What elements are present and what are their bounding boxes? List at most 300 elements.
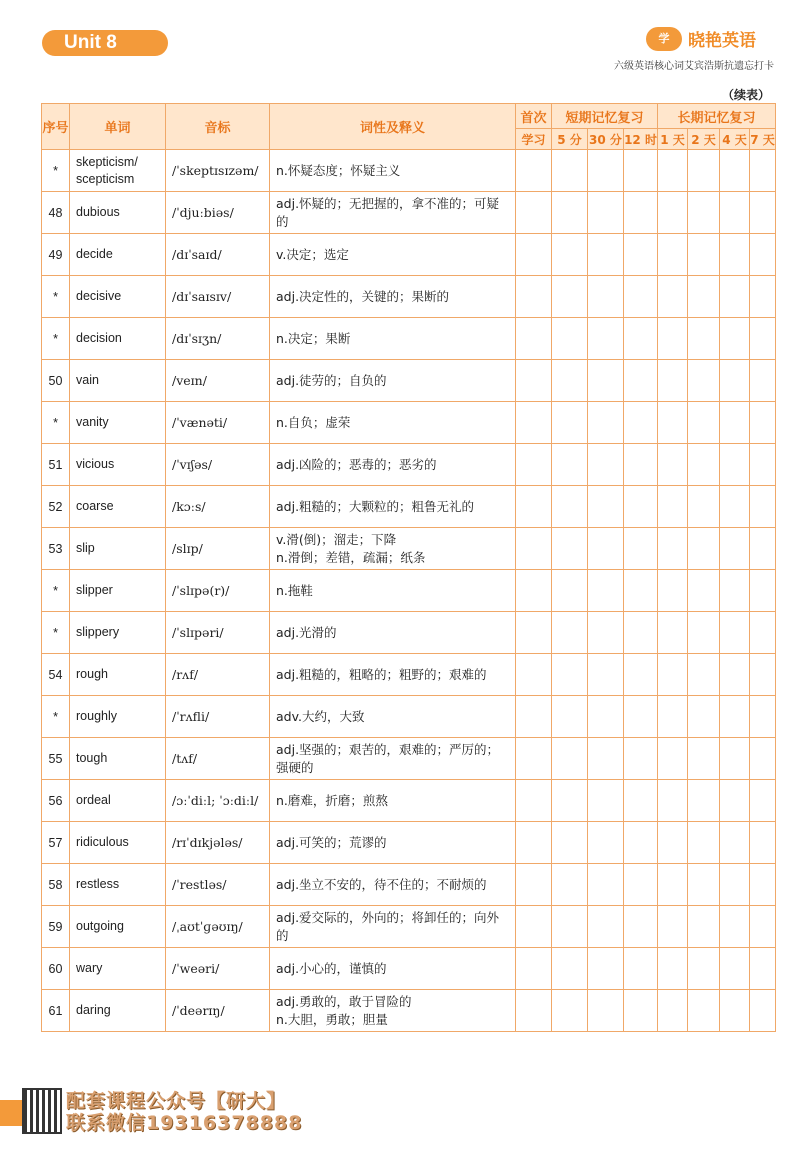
review-checkbox-cell[interactable] (624, 738, 658, 780)
review-checkbox-cell[interactable] (516, 948, 552, 990)
review-checkbox-cell[interactable] (552, 990, 588, 1032)
review-checkbox-cell[interactable] (750, 444, 776, 486)
review-checkbox-cell[interactable] (552, 486, 588, 528)
promo-text (66, 1090, 302, 1134)
review-checkbox-cell[interactable] (688, 192, 720, 234)
review-checkbox-cell[interactable] (658, 444, 688, 486)
review-checkbox-cell[interactable] (516, 990, 552, 1032)
review-checkbox-cell[interactable] (588, 150, 624, 192)
definition-line: adj.凶险的；恶毒的；恶劣的 (276, 456, 437, 472)
review-checkbox-cell[interactable] (720, 192, 750, 234)
review-checkbox-cell[interactable] (720, 990, 750, 1032)
row-word: vain (70, 360, 166, 402)
review-checkbox-cell[interactable] (688, 654, 720, 696)
review-checkbox-cell[interactable] (750, 738, 776, 780)
brand (646, 26, 756, 51)
row-ipa: /rʌf/ (166, 654, 270, 696)
table-row (42, 906, 776, 948)
table-row (42, 486, 776, 528)
review-checkbox-cell[interactable] (552, 318, 588, 360)
review-checkbox-cell[interactable] (750, 276, 776, 318)
review-checkbox-cell[interactable] (516, 486, 552, 528)
review-checkbox-cell[interactable] (552, 948, 588, 990)
review-checkbox-cell[interactable] (516, 444, 552, 486)
definition-line: adv.大约，大致 (276, 708, 365, 724)
review-checkbox-cell[interactable] (588, 822, 624, 864)
review-checkbox-cell[interactable] (688, 528, 720, 570)
row-number: 61 (42, 990, 70, 1032)
row-definition (270, 360, 516, 402)
row-number: 53 (42, 528, 70, 570)
review-checkbox-cell[interactable] (624, 360, 658, 402)
definition-line: adj.粗糙的，粗略的；粗野的；艰难的 (276, 666, 487, 682)
review-checkbox-cell[interactable] (720, 654, 750, 696)
review-checkbox-cell[interactable] (588, 570, 624, 612)
review-checkbox-cell[interactable] (588, 612, 624, 654)
review-checkbox-cell[interactable] (658, 528, 688, 570)
row-number: * (42, 276, 70, 318)
row-definition (270, 528, 516, 570)
review-checkbox-cell[interactable] (658, 906, 688, 948)
row-number: * (42, 402, 70, 444)
review-checkbox-cell[interactable] (552, 528, 588, 570)
row-ipa: /ˈdjuːbiəs/ (166, 192, 270, 234)
review-checkbox-cell[interactable] (750, 570, 776, 612)
review-checkbox-cell[interactable] (624, 948, 658, 990)
row-word: decision (70, 318, 166, 360)
header-word: 单词 (70, 104, 166, 150)
review-checkbox-cell[interactable] (658, 780, 688, 822)
table-row (42, 654, 776, 696)
row-definition (270, 738, 516, 780)
row-ipa: /ˈvænəti/ (166, 402, 270, 444)
review-checkbox-cell[interactable] (588, 276, 624, 318)
review-checkbox-cell[interactable] (516, 234, 552, 276)
review-checkbox-cell[interactable] (516, 612, 552, 654)
review-checkbox-cell[interactable] (624, 990, 658, 1032)
definition-line: adj.怀疑的；无把握的，拿不准的；可疑的 (276, 195, 500, 229)
review-checkbox-cell[interactable] (588, 780, 624, 822)
row-number: 52 (42, 486, 70, 528)
definition-line: adj.光滑的 (276, 624, 337, 640)
review-checkbox-cell[interactable] (658, 402, 688, 444)
header-7d: 7 天 (750, 129, 776, 150)
definition-line: n.磨难，折磨；煎熬 (276, 792, 388, 808)
table-row (42, 780, 776, 822)
row-number: 58 (42, 864, 70, 906)
review-checkbox-cell[interactable] (688, 234, 720, 276)
review-checkbox-cell[interactable] (658, 990, 688, 1032)
review-checkbox-cell[interactable] (658, 612, 688, 654)
review-checkbox-cell[interactable] (552, 192, 588, 234)
row-definition (270, 906, 516, 948)
review-checkbox-cell[interactable] (750, 780, 776, 822)
review-checkbox-cell[interactable] (516, 906, 552, 948)
review-checkbox-cell[interactable] (516, 654, 552, 696)
table-row (42, 822, 776, 864)
header-first-sub: 学习 (516, 129, 552, 150)
row-word: decide (70, 234, 166, 276)
table-row (42, 696, 776, 738)
review-checkbox-cell[interactable] (688, 612, 720, 654)
header-2d: 2 天 (688, 129, 720, 150)
review-checkbox-cell[interactable] (658, 696, 688, 738)
review-checkbox-cell[interactable] (552, 444, 588, 486)
review-checkbox-cell[interactable] (658, 150, 688, 192)
row-ipa: /ˈrʌfli/ (166, 696, 270, 738)
review-checkbox-cell[interactable] (552, 654, 588, 696)
continued-label: （续表） (721, 88, 770, 102)
review-checkbox-cell[interactable] (552, 570, 588, 612)
review-checkbox-cell[interactable] (624, 150, 658, 192)
review-checkbox-cell[interactable] (624, 780, 658, 822)
row-definition (270, 822, 516, 864)
review-checkbox-cell[interactable] (516, 864, 552, 906)
review-checkbox-cell[interactable] (750, 528, 776, 570)
review-checkbox-cell[interactable] (688, 444, 720, 486)
review-checkbox-cell[interactable] (720, 696, 750, 738)
definition-line: n.决定；果断 (276, 330, 351, 346)
definition-line: n.怀疑态度；怀疑主义 (276, 162, 401, 178)
row-number: 60 (42, 948, 70, 990)
row-number: * (42, 696, 70, 738)
row-definition (270, 192, 516, 234)
table-row (42, 444, 776, 486)
review-checkbox-cell[interactable] (688, 150, 720, 192)
review-checkbox-cell[interactable] (750, 654, 776, 696)
review-checkbox-cell[interactable] (688, 738, 720, 780)
row-definition (270, 780, 516, 822)
table-row (42, 948, 776, 990)
row-word: vicious (70, 444, 166, 486)
review-checkbox-cell[interactable] (658, 864, 688, 906)
header-first: 首次 (516, 104, 552, 129)
review-checkbox-cell[interactable] (552, 864, 588, 906)
row-number: * (42, 150, 70, 192)
review-checkbox-cell[interactable] (658, 318, 688, 360)
review-checkbox-cell[interactable] (552, 150, 588, 192)
definition-line: n.拖鞋 (276, 582, 313, 598)
definition-line: adj.坐立不安的，待不住的；不耐烦的 (276, 876, 487, 892)
review-checkbox-cell[interactable] (688, 402, 720, 444)
review-checkbox-cell[interactable] (658, 360, 688, 402)
table-row (42, 570, 776, 612)
review-checkbox-cell[interactable] (750, 234, 776, 276)
review-checkbox-cell[interactable] (658, 738, 688, 780)
header-short-term: 短期记忆复习 (552, 104, 658, 129)
review-checkbox-cell[interactable] (720, 570, 750, 612)
review-checkbox-cell[interactable] (552, 360, 588, 402)
row-word: tough (70, 738, 166, 780)
footer-accent-bar (0, 1100, 22, 1126)
table-row (42, 192, 776, 234)
row-word: restless (70, 864, 166, 906)
review-checkbox-cell[interactable] (720, 234, 750, 276)
review-checkbox-cell[interactable] (624, 192, 658, 234)
review-checkbox-cell[interactable] (624, 570, 658, 612)
review-checkbox-cell[interactable] (624, 696, 658, 738)
definition-line: adj.爱交际的，外向的；将卸任的；向外的 (276, 909, 500, 943)
review-checkbox-cell[interactable] (720, 822, 750, 864)
review-checkbox-cell[interactable] (588, 696, 624, 738)
review-checkbox-cell[interactable] (720, 780, 750, 822)
review-checkbox-cell[interactable] (750, 612, 776, 654)
row-word: daring (70, 990, 166, 1032)
review-checkbox-cell[interactable] (516, 738, 552, 780)
review-checkbox-cell[interactable] (552, 738, 588, 780)
review-checkbox-cell[interactable] (750, 696, 776, 738)
review-checkbox-cell[interactable] (720, 906, 750, 948)
review-checkbox-cell[interactable] (720, 528, 750, 570)
definition-line: n.大胆，勇敢；胆量 (276, 1011, 388, 1027)
review-checkbox-cell[interactable] (516, 570, 552, 612)
review-checkbox-cell[interactable] (750, 192, 776, 234)
review-checkbox-cell[interactable] (588, 948, 624, 990)
review-checkbox-cell[interactable] (688, 864, 720, 906)
review-checkbox-cell[interactable] (624, 276, 658, 318)
review-checkbox-cell[interactable] (688, 570, 720, 612)
definition-line: n.自负；虚荣 (276, 414, 351, 430)
review-checkbox-cell[interactable] (750, 402, 776, 444)
row-definition (270, 696, 516, 738)
review-checkbox-cell[interactable] (658, 486, 688, 528)
row-word: dubious (70, 192, 166, 234)
row-ipa: /dɪˈsaɪd/ (166, 234, 270, 276)
brand-name: 晓艳英语 (688, 31, 756, 51)
row-definition (270, 276, 516, 318)
review-checkbox-cell[interactable] (624, 654, 658, 696)
review-checkbox-cell[interactable] (658, 570, 688, 612)
review-checkbox-cell[interactable] (624, 528, 658, 570)
review-checkbox-cell[interactable] (588, 654, 624, 696)
row-ipa: /ˈslɪpəri/ (166, 612, 270, 654)
review-checkbox-cell[interactable] (658, 276, 688, 318)
review-checkbox-cell[interactable] (552, 822, 588, 864)
review-checkbox-cell[interactable] (720, 276, 750, 318)
table-row (42, 150, 776, 192)
review-checkbox-cell[interactable] (588, 738, 624, 780)
review-checkbox-cell[interactable] (688, 486, 720, 528)
review-checkbox-cell[interactable] (658, 948, 688, 990)
header-12h: 12 时 (624, 129, 658, 150)
row-number: 55 (42, 738, 70, 780)
review-checkbox-cell[interactable] (516, 318, 552, 360)
review-checkbox-cell[interactable] (624, 318, 658, 360)
review-checkbox-cell[interactable] (516, 822, 552, 864)
row-ipa: /dɪˈsaɪsɪv/ (166, 276, 270, 318)
review-checkbox-cell[interactable] (588, 402, 624, 444)
row-word: slippery (70, 612, 166, 654)
row-number: 59 (42, 906, 70, 948)
row-definition (270, 150, 516, 192)
review-checkbox-cell[interactable] (588, 234, 624, 276)
definition-line: adj.徒劳的；自负的 (276, 372, 387, 388)
row-word: wary (70, 948, 166, 990)
review-checkbox-cell[interactable] (588, 528, 624, 570)
review-checkbox-cell[interactable] (516, 528, 552, 570)
review-checkbox-cell[interactable] (588, 906, 624, 948)
review-checkbox-cell[interactable] (720, 402, 750, 444)
row-word: roughly (70, 696, 166, 738)
review-checkbox-cell[interactable] (688, 780, 720, 822)
review-checkbox-cell[interactable] (624, 612, 658, 654)
page-subtitle: 六级英语核心词艾宾浩斯抗遗忘打卡 (614, 61, 774, 72)
header-definition: 词性及释义 (270, 104, 516, 150)
review-checkbox-cell[interactable] (624, 864, 658, 906)
review-checkbox-cell[interactable] (588, 318, 624, 360)
review-checkbox-cell[interactable] (552, 612, 588, 654)
header-num: 序号 (42, 104, 70, 150)
row-ipa: /ˈvɪʃəs/ (166, 444, 270, 486)
review-checkbox-cell[interactable] (588, 360, 624, 402)
review-checkbox-cell[interactable] (720, 444, 750, 486)
table-row (42, 612, 776, 654)
promo-line-1: 配套课程公众号【研大】 (66, 1090, 287, 1112)
review-checkbox-cell[interactable] (516, 360, 552, 402)
review-checkbox-cell[interactable] (720, 150, 750, 192)
row-ipa: /veɪn/ (166, 360, 270, 402)
table-row (42, 864, 776, 906)
row-word: ridiculous (70, 822, 166, 864)
review-checkbox-cell[interactable] (750, 150, 776, 192)
review-checkbox-cell[interactable] (688, 990, 720, 1032)
review-checkbox-cell[interactable] (516, 780, 552, 822)
row-number: 48 (42, 192, 70, 234)
review-checkbox-cell[interactable] (624, 402, 658, 444)
table-row (42, 738, 776, 780)
review-checkbox-cell[interactable] (588, 864, 624, 906)
review-checkbox-cell[interactable] (688, 318, 720, 360)
row-ipa: /rɪˈdɪkjələs/ (166, 822, 270, 864)
review-checkbox-cell[interactable] (624, 486, 658, 528)
review-checkbox-cell[interactable] (552, 402, 588, 444)
review-checkbox-cell[interactable] (552, 234, 588, 276)
row-word: decisive (70, 276, 166, 318)
review-checkbox-cell[interactable] (688, 360, 720, 402)
row-word: outgoing (70, 906, 166, 948)
review-checkbox-cell[interactable] (516, 696, 552, 738)
review-checkbox-cell[interactable] (658, 192, 688, 234)
row-number: * (42, 570, 70, 612)
review-checkbox-cell[interactable] (750, 318, 776, 360)
row-ipa: /ˈslɪpə(r)/ (166, 570, 270, 612)
review-checkbox-cell[interactable] (658, 654, 688, 696)
qr-code-icon (22, 1088, 62, 1134)
row-ipa: /ˈdeərɪŋ/ (166, 990, 270, 1032)
definition-line: adj.决定性的，关键的；果断的 (276, 288, 450, 304)
review-checkbox-cell[interactable] (688, 906, 720, 948)
review-checkbox-cell[interactable] (720, 948, 750, 990)
definition-line: v.决定；选定 (276, 246, 349, 262)
review-checkbox-cell[interactable] (552, 906, 588, 948)
row-definition (270, 948, 516, 990)
review-checkbox-cell[interactable] (552, 276, 588, 318)
review-checkbox-cell[interactable] (552, 696, 588, 738)
header-long-term: 长期记忆复习 (658, 104, 776, 129)
row-word: slipper (70, 570, 166, 612)
review-checkbox-cell[interactable] (688, 822, 720, 864)
row-ipa: /ˌaʊtˈɡəʊɪŋ/ (166, 906, 270, 948)
review-checkbox-cell[interactable] (588, 444, 624, 486)
row-number: * (42, 612, 70, 654)
row-number: 54 (42, 654, 70, 696)
review-checkbox-cell[interactable] (688, 948, 720, 990)
review-checkbox-cell[interactable] (658, 234, 688, 276)
header-4d: 4 天 (720, 129, 750, 150)
review-checkbox-cell[interactable] (750, 906, 776, 948)
table-row (42, 990, 776, 1032)
row-definition (270, 612, 516, 654)
review-checkbox-cell[interactable] (624, 906, 658, 948)
review-checkbox-cell[interactable] (750, 990, 776, 1032)
review-checkbox-cell[interactable] (720, 360, 750, 402)
review-checkbox-cell[interactable] (588, 192, 624, 234)
row-number: 49 (42, 234, 70, 276)
review-checkbox-cell[interactable] (750, 822, 776, 864)
table-row (42, 276, 776, 318)
review-checkbox-cell[interactable] (624, 444, 658, 486)
promo-line-2: 联系微信19316378888 (66, 1112, 303, 1134)
row-word: slip (70, 528, 166, 570)
vocabulary-table (41, 103, 776, 1032)
row-number: 51 (42, 444, 70, 486)
definition-line: adj.小心的，谨慎的 (276, 960, 387, 976)
definition-line: n.滑倒；差错，疏漏；纸条 (276, 549, 426, 565)
table-row (42, 234, 776, 276)
definition-line: adj.坚强的；艰苦的，艰难的；严厉的；强硬的 (276, 741, 500, 775)
review-checkbox-cell[interactable] (624, 822, 658, 864)
review-checkbox-cell[interactable] (720, 864, 750, 906)
review-checkbox-cell[interactable] (516, 276, 552, 318)
row-definition (270, 570, 516, 612)
review-checkbox-cell[interactable] (516, 192, 552, 234)
review-checkbox-cell[interactable] (552, 780, 588, 822)
header-30min: 30 分 (588, 129, 624, 150)
header-1d: 1 天 (658, 129, 688, 150)
review-checkbox-cell[interactable] (720, 738, 750, 780)
review-checkbox-cell[interactable] (588, 486, 624, 528)
row-ipa: /ˈweəri/ (166, 948, 270, 990)
review-checkbox-cell[interactable] (516, 402, 552, 444)
row-definition (270, 654, 516, 696)
review-checkbox-cell[interactable] (588, 990, 624, 1032)
row-definition (270, 486, 516, 528)
review-checkbox-cell[interactable] (750, 864, 776, 906)
review-checkbox-cell[interactable] (658, 822, 688, 864)
header-5min: 5 分 (552, 129, 588, 150)
brand-logo-icon: 学 (646, 27, 682, 51)
row-word: rough (70, 654, 166, 696)
review-checkbox-cell[interactable] (720, 318, 750, 360)
review-checkbox-cell[interactable] (688, 276, 720, 318)
review-checkbox-cell[interactable] (516, 150, 552, 192)
review-checkbox-cell[interactable] (688, 696, 720, 738)
row-definition (270, 402, 516, 444)
definition-line: adj.勇敢的，敢于冒险的 (276, 993, 412, 1009)
row-word: vanity (70, 402, 166, 444)
review-checkbox-cell[interactable] (624, 234, 658, 276)
review-checkbox-cell[interactable] (750, 486, 776, 528)
review-checkbox-cell[interactable] (750, 360, 776, 402)
review-checkbox-cell[interactable] (750, 948, 776, 990)
row-definition (270, 318, 516, 360)
row-word: coarse (70, 486, 166, 528)
row-definition (270, 444, 516, 486)
definition-line: v.滑(倒)；溜走；下降 (276, 531, 397, 547)
review-checkbox-cell[interactable] (720, 486, 750, 528)
review-checkbox-cell[interactable] (720, 612, 750, 654)
row-word: skepticism/ scepticism (70, 150, 166, 192)
